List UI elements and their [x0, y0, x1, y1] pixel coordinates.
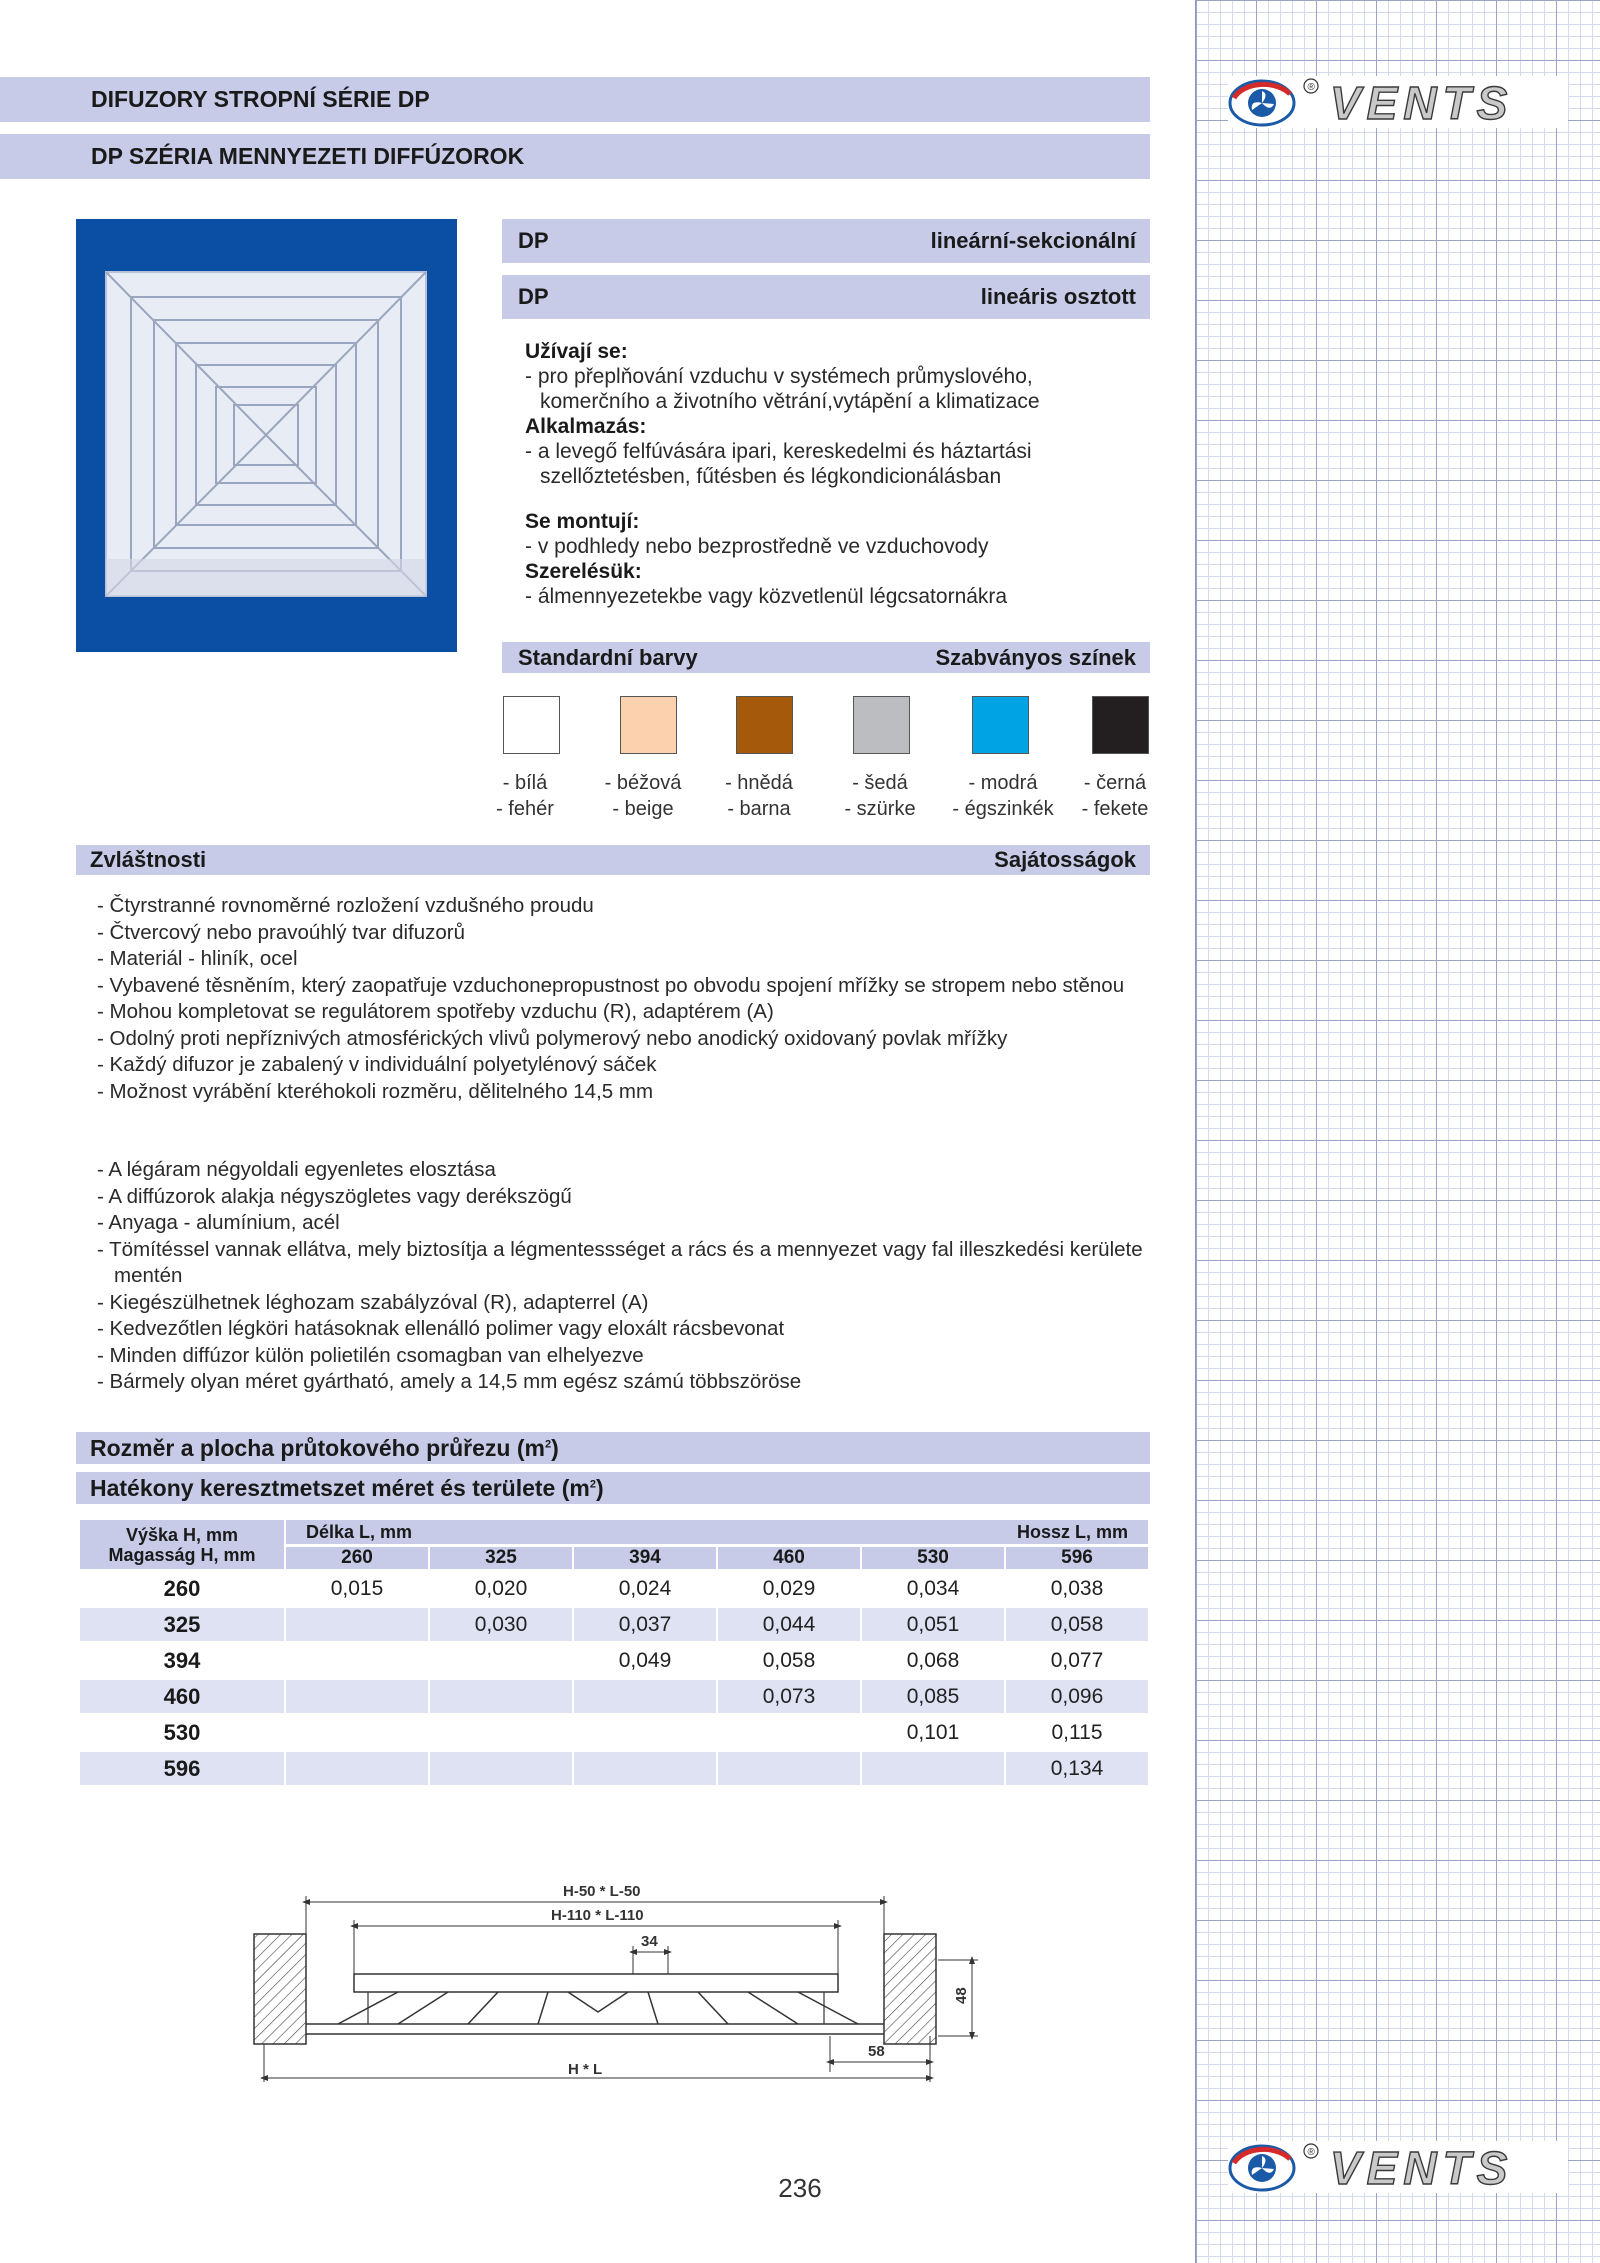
svg-text:VENTS: VENTS [1330, 2142, 1514, 2193]
table-title-hu: Hatékony keresztmetszet méret és területe $(m^2)$ [76, 1472, 1150, 1504]
color-label: - modrá - égszinkék [952, 772, 1054, 820]
table-row [80, 1572, 1148, 1605]
table-cell [430, 1680, 572, 1713]
mounting-section: Se montují: - v podhledy nebo bezprostředně ve vzduchovody Szerelésük: - álmennyezetekbe vagy közvetlenül légcsatornákra [525, 510, 1008, 608]
table-cell [286, 1680, 428, 1713]
table-cell [286, 1716, 428, 1749]
features-list-hu [97, 1157, 1157, 1396]
row-header: Výška H, mm Magasság H, mm [80, 1520, 284, 1569]
column-header: 530 [862, 1547, 1004, 1569]
color-swatch [853, 696, 910, 754]
feature-item: - Mohou kompletovat se regulátorem spotřeby vzduchu (R), adaptérem (A) [97, 1000, 774, 1023]
table-cell: 0,058 [762, 1648, 816, 1672]
column-header: 394 [574, 1547, 716, 1569]
colors-heading: Standardní barvy Szabványos színek [502, 642, 1150, 673]
feature-item: - Každý difuzor je zabalený v individuální polyetylénový sáček [97, 1053, 657, 1076]
feature-item: - Tömítéssel vannak ellátva, mely biztosítja a légmentessséget a rács és a mennyezet vagy fal illeszkedési kerülete mentén [97, 1237, 1143, 1287]
table-cell [574, 1716, 716, 1749]
table-cell: 0,029 [762, 1576, 816, 1600]
svg-text:®: ® [1307, 82, 1315, 93]
svg-text:H * L: H * L [568, 2061, 603, 2078]
table-cell: 0,037 [574, 1608, 716, 1641]
row-header-cell: 530 [163, 1719, 201, 1745]
feature-item: - Anyaga - alumínium, acél [97, 1211, 340, 1234]
vents-logo-top [1228, 76, 1568, 128]
svg-text:H-110 * L-110: H-110 * L-110 [551, 1907, 644, 1924]
table-cell: 0,015 [330, 1576, 384, 1600]
feature-item: - Materiál - hliník, ocel [97, 947, 298, 970]
table-cell: 0,134 [1006, 1752, 1148, 1785]
table-cell [718, 1716, 860, 1749]
table-cell: 0,051 [862, 1608, 1004, 1641]
color-swatch [736, 696, 793, 754]
color-swatch [1092, 696, 1149, 754]
feature-item: - Možnost vyrábění kteréhokoli rozměru, dělitelného 14,5 mm [97, 1079, 654, 1103]
color-swatch [503, 696, 560, 754]
grid-background [1195, 0, 1600, 2263]
table-cell: 0,058 [1006, 1608, 1148, 1641]
row-header-cell: 596 [80, 1752, 284, 1785]
product-type-hu: DP lineáris osztott [502, 275, 1150, 319]
row-header-cell: 260 [163, 1575, 201, 1601]
table-cell: 0,049 [618, 1648, 672, 1672]
column-header: 596 [1006, 1547, 1148, 1569]
vents-logo-bottom [1228, 2141, 1568, 2193]
feature-item: - A légáram négyoldali egyenletes elosztása [97, 1158, 496, 1181]
page-number: 236 [778, 2173, 822, 2203]
feature-item: - Odolný proti nepříznivých atmosférických vlivů polymerový nebo anodický oxidovaný povlak mřížky [97, 1026, 1008, 1050]
color-label: - šedá - szürke [844, 772, 916, 820]
feature-item: - Kiegészülhetnek léghozam szabályzóval (R), adapterrel (A) [97, 1290, 649, 1314]
column-header: 460 [718, 1547, 860, 1569]
table-cell: 0,077 [1050, 1648, 1104, 1672]
table-row [80, 1680, 1148, 1713]
usage-section: Užívají se: - pro přeplňování vzduchu v systémech průmyslového, komerčního a životního větrání,vytápění a klimatizace Alkalmazás: - a levegő felfúvására ipari, kereskedelmi és háztartási szellőztetésben, fűtésben és légkondicionálásban [525, 340, 1040, 488]
color-label: - hnědá - barna [725, 772, 793, 820]
feature-item: - Čtyrstranné rovnoměrné rozložení vzdušného proudu [97, 894, 594, 917]
table-cell [430, 1644, 572, 1677]
table-cell [574, 1752, 716, 1785]
features-heading: Zvláštnosti Sajátosságok [76, 845, 1150, 875]
table-cell [430, 1716, 572, 1749]
table-cell [718, 1752, 860, 1785]
table-cell: 0,030 [430, 1608, 572, 1641]
table-title-cz: Rozměr a plocha průtokového průřezu $(m^2)$ [76, 1432, 1150, 1464]
row-header-cell: 460 [80, 1680, 284, 1713]
color-label: - béžová - beige [604, 772, 682, 820]
color-swatch [620, 696, 677, 754]
fan-icon [1230, 81, 1294, 125]
features-list-cz [97, 893, 1157, 1105]
column-header: 325 [430, 1547, 572, 1569]
page-title-hu: DP SZÉRIA MENNYEZETI DIFFÚZOROK [0, 134, 1150, 179]
table-cell [286, 1608, 428, 1641]
table-cell [574, 1680, 716, 1713]
table-cell: 0,085 [862, 1680, 1004, 1713]
row-header-cell: 394 [163, 1647, 201, 1673]
table-cell: 0,068 [906, 1648, 960, 1672]
color-label: - černá - fekete [1081, 772, 1149, 820]
table-cell: 0,038 [1050, 1576, 1104, 1600]
fan-icon [1230, 2146, 1294, 2190]
feature-item: - A diffúzorok alakja négyszögletes vagy derékszögű [97, 1184, 572, 1208]
page-title-cz: DIFUZORY STROPNÍ SÉRIE DP [0, 77, 1150, 122]
feature-item: - Minden diffúzor külön polietilén csomagban van elhelyezve [97, 1343, 644, 1367]
table-cell [286, 1644, 428, 1677]
table-cell: 0,044 [718, 1608, 860, 1641]
svg-text:48: 48 [953, 1987, 970, 2004]
table-row [80, 1716, 1148, 1749]
table-cell: 0,024 [618, 1576, 672, 1600]
table-row [80, 1752, 1148, 1785]
color-label: - bílá - fehér [496, 772, 554, 820]
svg-text:H-50 * L-50: H-50 * L-50 [563, 1883, 641, 1900]
table-cell: 0,115 [1051, 1720, 1103, 1744]
svg-text:58: 58 [868, 2043, 885, 2060]
row-header-cell: 325 [80, 1608, 284, 1641]
table-cell: 0,096 [1006, 1680, 1148, 1713]
svg-text:VENTS: VENTS [1330, 77, 1514, 128]
table-cell [862, 1752, 1004, 1785]
table-cell [286, 1752, 428, 1785]
table-cell [430, 1752, 572, 1785]
product-photo [76, 219, 457, 652]
table-row [80, 1608, 1148, 1641]
product-type-cz: DP lineární-sekcionální [502, 219, 1150, 263]
svg-text:34: 34 [641, 1933, 658, 1950]
feature-item: - Bármely olyan méret gyártható, amely a 14,5 mm egész számú többszöröse [97, 1370, 802, 1393]
color-swatch [972, 696, 1029, 754]
feature-item: - Kedvezőtlen légköri hatásoknak ellenálló polimer vagy eloxált rácsbevonat [97, 1317, 785, 1340]
table-cell: 0,034 [906, 1576, 960, 1600]
svg-text:®: ® [1307, 2147, 1315, 2158]
column-header: 260 [286, 1547, 428, 1569]
table-cell: 0,101 [906, 1720, 960, 1744]
table-cell: 0,020 [474, 1576, 528, 1600]
feature-item: - Vybavené těsněním, který zaopatřuje vzduchonepropustnost po obvodu spojení mřížky se stropem nebo stěnou [97, 973, 1125, 997]
technical-drawing [248, 1876, 988, 2086]
area-table [78, 1517, 1150, 1788]
table-cell: 0,073 [718, 1680, 860, 1713]
feature-item: - Čtvercový nebo pravoúhlý tvar difuzorů [97, 920, 466, 944]
table-row [80, 1644, 1148, 1677]
column-group-header: Délka L, mm Hossz L, mm [286, 1520, 1148, 1544]
